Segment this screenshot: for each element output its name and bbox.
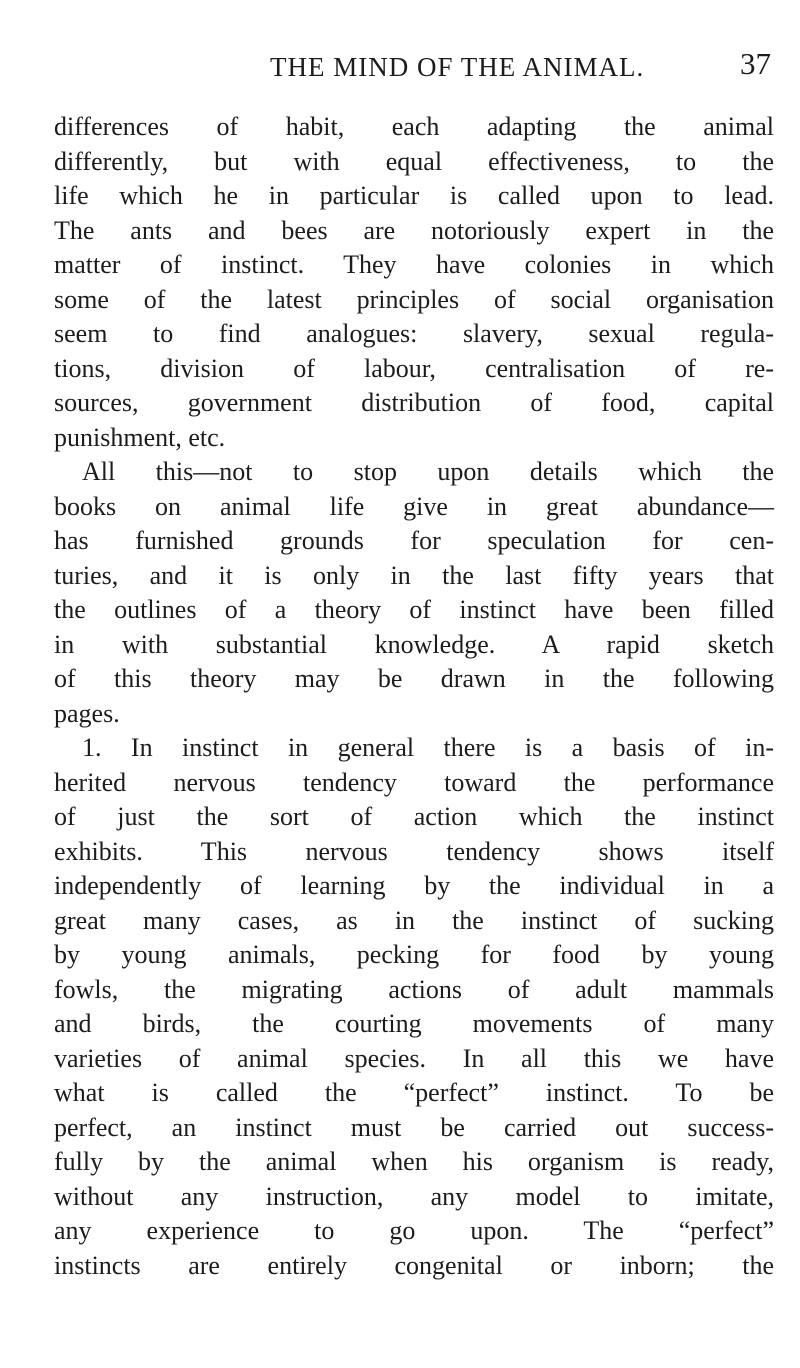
text-line: The ants and bees are notoriously expert in the — [54, 215, 774, 245]
text-line: by young animals, pecking for food by young — [54, 940, 774, 969]
text-line: in with substantial knowledge. A rapid sketch — [54, 629, 774, 659]
text-line: exhibits. This nervous tendency shows itself — [54, 836, 774, 866]
paragraph-start-line: All this—not to stop upon details which the — [82, 457, 774, 486]
text-line: fowls, the migrating actions of adult mammals — [54, 974, 774, 1004]
text-line: independently of learning by the individual in a — [54, 871, 774, 900]
text-line: and birds, the courting movements of many — [54, 1009, 774, 1038]
text-line: any experience to go upon. The “perfect” — [54, 1216, 774, 1245]
text-line: sources, government distribution of food, capital — [54, 388, 774, 417]
running-head-title: THE MIND OF THE ANIMAL. — [270, 52, 645, 82]
text-line: what is called the “perfect” instinct. To be — [54, 1078, 774, 1107]
text-line: of this theory may be drawn in the following — [54, 664, 774, 693]
body-text — [54, 110, 774, 1283]
paragraph-start-line: 1. In instinct in general there is a basis of in- — [82, 733, 774, 762]
text-line: herited nervous tendency toward the performance — [54, 767, 774, 797]
text-line: the outlines of a theory of instinct have been filled — [54, 595, 774, 624]
text-line: of just the sort of action which the instinct — [54, 802, 774, 831]
text-line: turies, and it is only in the last fifty years that — [54, 560, 774, 590]
text-line: tions, division of labour, centralisation of re- — [54, 353, 774, 383]
text-line: fully by the animal when his organism is ready, — [54, 1147, 774, 1176]
text-line: great many cases, as in the instinct of sucking — [54, 905, 774, 935]
text-line: has furnished grounds for speculation for cen- — [54, 526, 774, 555]
text-line: matter of instinct. They have colonies in which — [54, 250, 774, 279]
paragraph-end-line: punishment, etc. — [54, 422, 226, 452]
text-line: differently, but with equal effectiveness, to the — [54, 146, 774, 176]
text-line: differences of habit, each adapting the animal — [54, 112, 774, 141]
text-line: books on animal life give in great abundance— — [54, 491, 774, 521]
text-line: life which he in particular is called upon to lead. — [54, 181, 774, 210]
text-line: perfect, an instinct must be carried out success- — [54, 1112, 774, 1142]
text-line: without any instruction, any model to imitate, — [54, 1181, 774, 1211]
text-line: some of the latest principles of social organisation — [54, 284, 774, 314]
paragraph-end-line: pages. — [54, 698, 120, 728]
text-line: instincts are entirely congenital or inborn; the — [54, 1250, 774, 1280]
text-line: seem to find analogues: slavery, sexual regula- — [54, 319, 774, 348]
page-number: 37 — [740, 46, 771, 81]
text-line: varieties of animal species. In all this we have — [54, 1043, 774, 1073]
